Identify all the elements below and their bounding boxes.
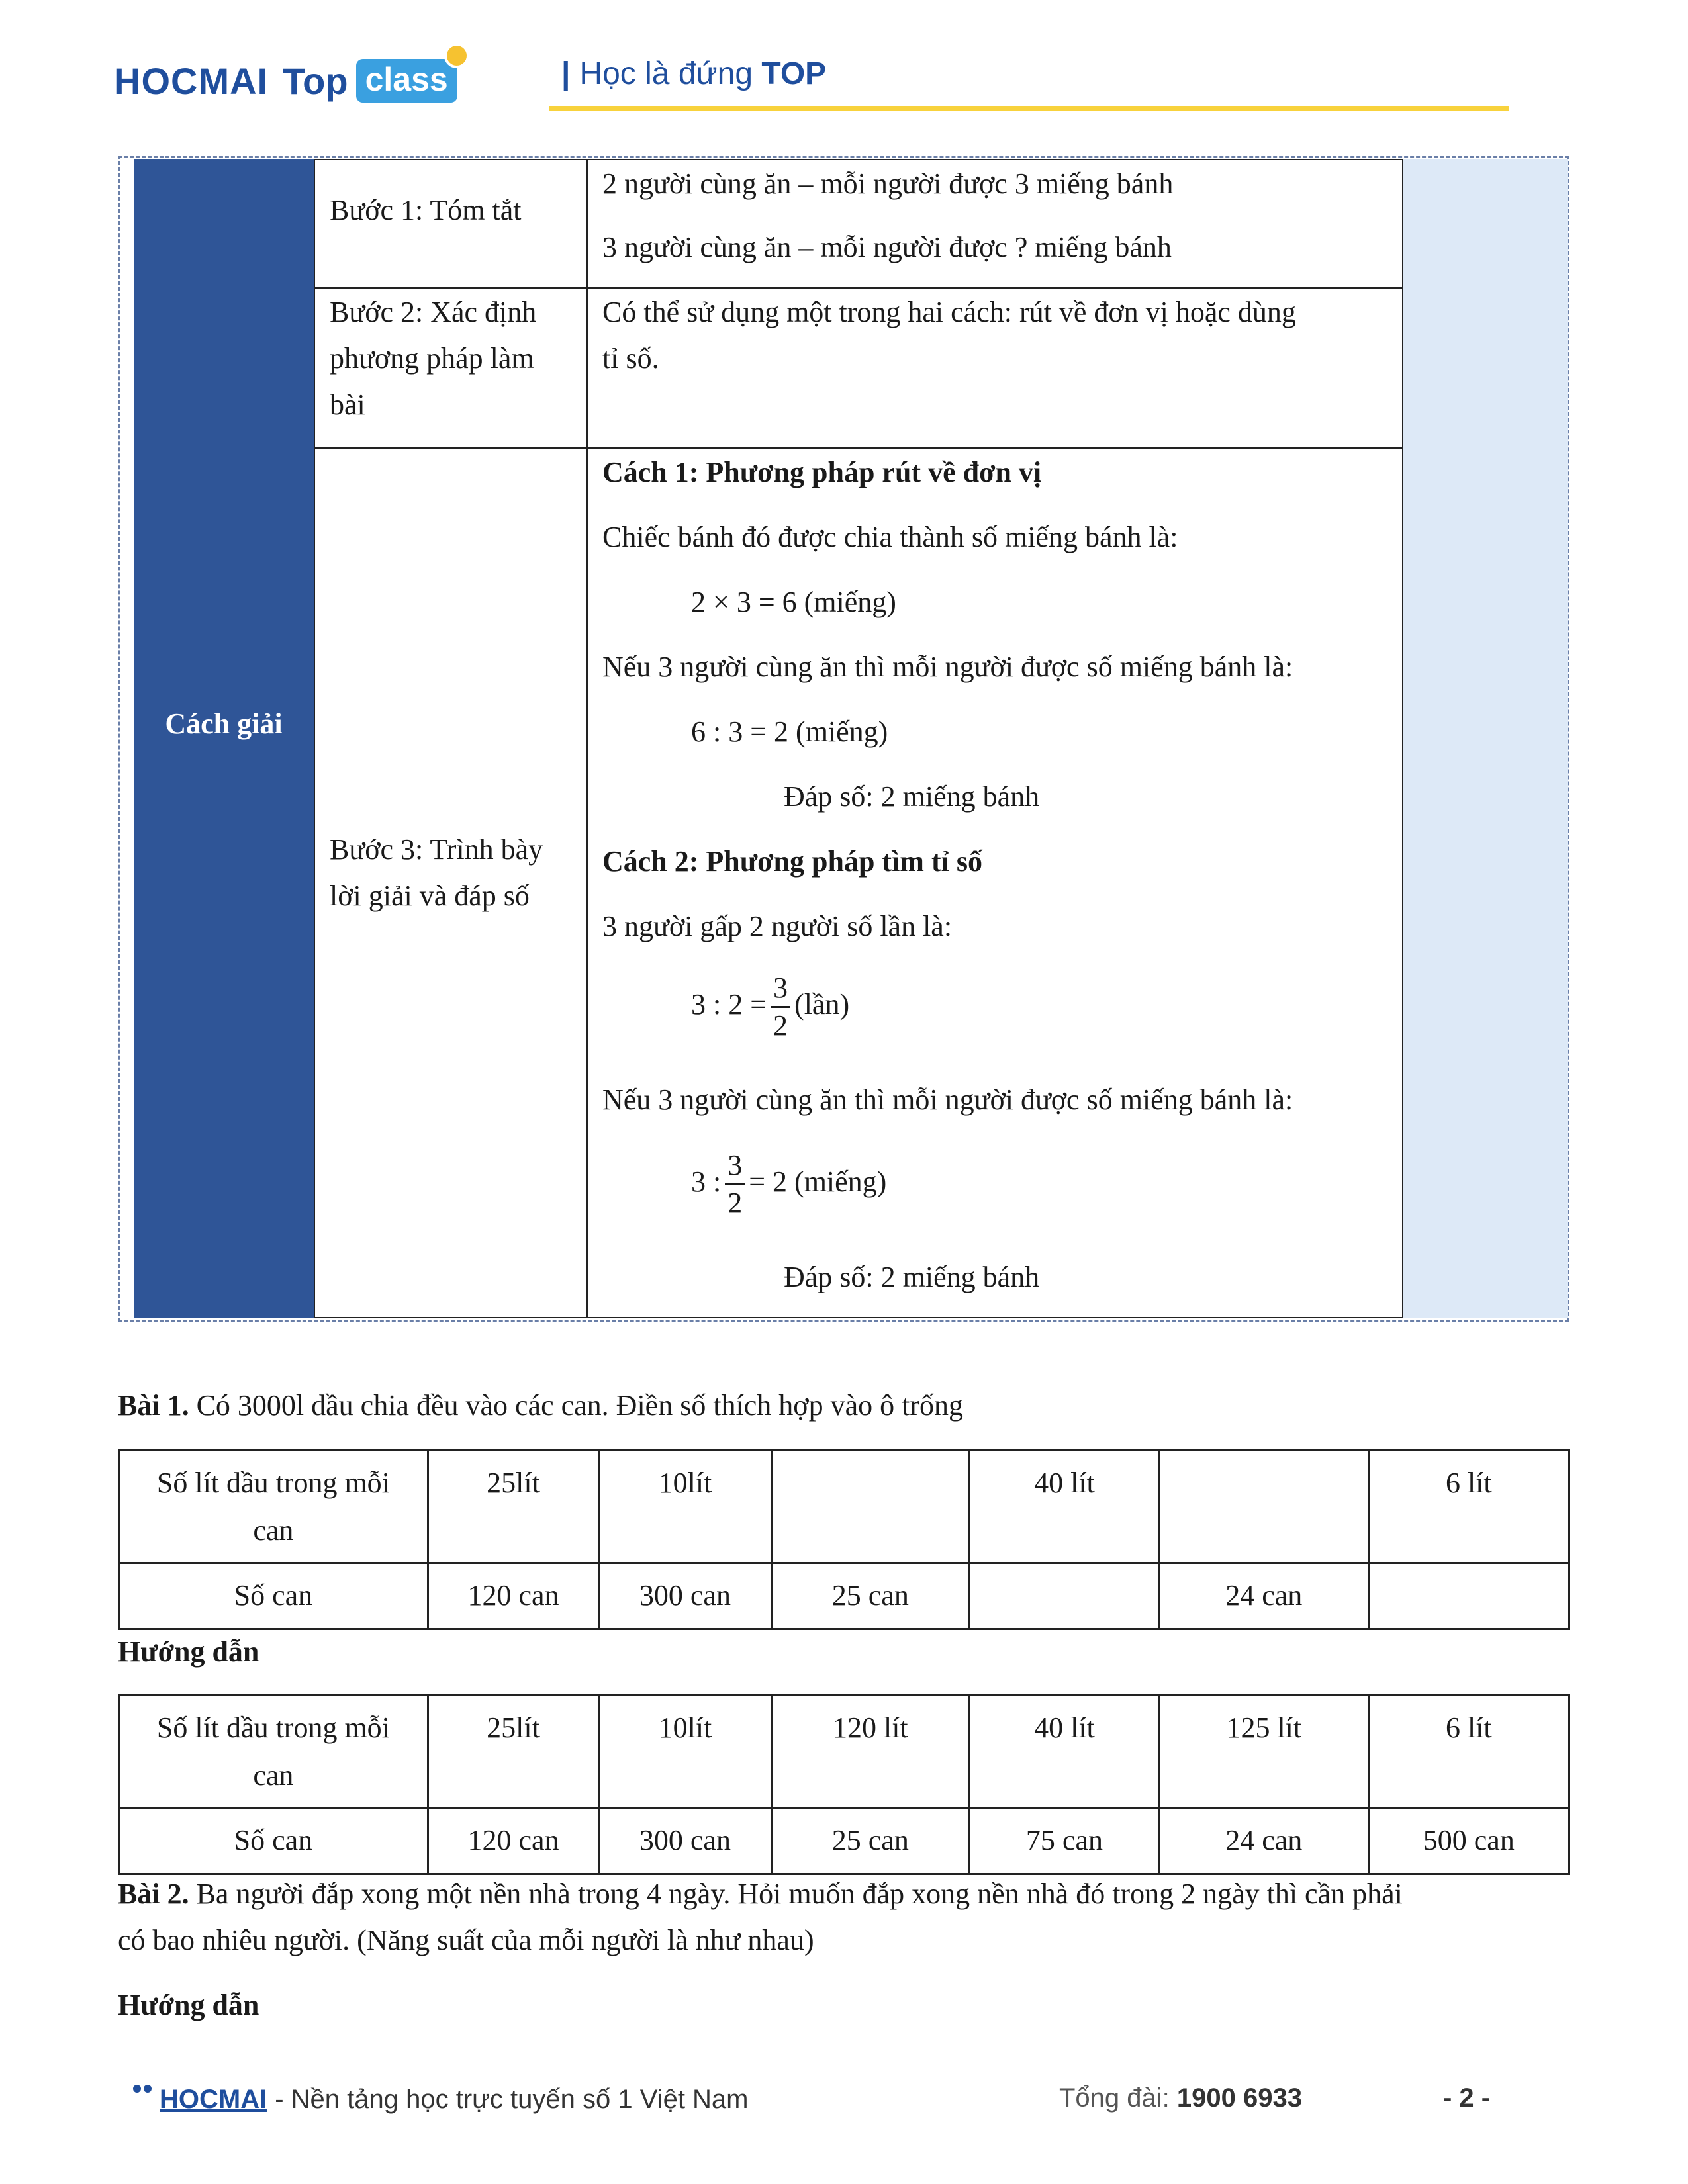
- table-cell: 25lít: [428, 1451, 598, 1563]
- table-cell: 6 lít: [1368, 1696, 1569, 1808]
- table-cell: 500 can: [1368, 1808, 1569, 1874]
- page-number: - 2 -: [1443, 2083, 1491, 2113]
- header-line1: Số lít dầu trong mỗi: [156, 1467, 390, 1499]
- header-line2: can: [253, 1514, 294, 1547]
- header-line2: can: [253, 1759, 294, 1792]
- footer-brand: [129, 2083, 749, 2115]
- table-cell: 300 can: [599, 1563, 771, 1629]
- table-cell-blank: [771, 1451, 969, 1563]
- method2-calc2-right: = 2 (miếng): [749, 1165, 887, 1198]
- method2-calc1: [691, 969, 849, 1044]
- table-cell: 40 lít: [969, 1696, 1159, 1808]
- table-header-cell: [119, 1696, 428, 1808]
- method2-line2: Nếu 3 người cùng ăn thì mỗi người được số miếng bánh là:: [602, 1083, 1293, 1116]
- bai2-text-line1: Ba người đắp xong một nền nhà trong 4 ngày. Hỏi muốn đắp xong nền nhà đó trong 2 ngày thì cần phải: [196, 1878, 1403, 1910]
- table-cell: 300 can: [599, 1808, 771, 1874]
- hocmai-topclass-logo: [114, 54, 457, 107]
- table-cell: 10lít: [599, 1696, 771, 1808]
- bai1-prompt: [118, 1382, 963, 1430]
- table-cell: 10lít: [599, 1451, 771, 1563]
- step2-content-cell: [586, 287, 1403, 449]
- table-row: [119, 1808, 1570, 1874]
- step2-text-line1: Có thể sử dụng một trong hai cách: rút về đơn vị hoặc dùng: [602, 296, 1296, 328]
- step3-label-line1: Bước 3: Trình bày: [330, 833, 543, 866]
- slogan-bold: TOP: [761, 56, 827, 91]
- table-cell: 125 lít: [1159, 1696, 1368, 1808]
- table-row: [119, 1451, 1570, 1563]
- table-cell: 25lít: [428, 1696, 598, 1808]
- method1-answer: Đáp số: 2 miếng bánh: [784, 780, 1040, 813]
- table-row: [119, 1696, 1570, 1808]
- method2-line1: 3 người gấp 2 người số lần là:: [602, 910, 953, 942]
- fraction-3-2: [771, 970, 790, 1044]
- logo-class-badge: [356, 59, 457, 103]
- logo-brand: HOCMAI: [114, 60, 269, 102]
- method2-calc2: [691, 1146, 886, 1221]
- table-cell-blank: [1368, 1563, 1569, 1629]
- table-cell: 24 can: [1159, 1563, 1368, 1629]
- footer-logo[interactable]: HOCMAI: [160, 2084, 267, 2114]
- table-cell: 6 lít: [1368, 1451, 1569, 1563]
- table-row: [119, 1563, 1570, 1629]
- table-cell: 120 can: [428, 1808, 598, 1874]
- table-cell: 75 can: [969, 1808, 1159, 1874]
- solution-right-column: [1402, 159, 1568, 1318]
- method2-calc1-left: 3 : 2 =: [691, 988, 767, 1021]
- table-cell-blank: [969, 1563, 1159, 1629]
- step2-label-line3: bài: [330, 388, 365, 421]
- hocmai-people-icon: [129, 2083, 157, 2115]
- table-cell: 120 can: [428, 1563, 598, 1629]
- table-cell: 25 can: [771, 1563, 969, 1629]
- header-underline: [549, 106, 1509, 111]
- hotline-label: Tổng đài:: [1059, 2083, 1170, 2113]
- step2-label-cell: [314, 287, 588, 449]
- fraction-denominator: 2: [773, 1009, 788, 1042]
- logo-top: Top: [283, 60, 348, 102]
- fraction-denominator: 2: [727, 1187, 743, 1220]
- bai1-label: Bài 1.: [118, 1389, 189, 1422]
- step3-label-line2: lời giải và đáp số: [330, 880, 530, 912]
- table-cell: 40 lít: [969, 1451, 1159, 1563]
- step1-content-cell: [586, 159, 1403, 289]
- bai1-table: [118, 1449, 1570, 1630]
- step1-line2: 3 người cùng ăn – mỗi người được ? miếng bánh: [602, 231, 1172, 263]
- method2-calc2-left: 3 :: [691, 1165, 722, 1198]
- bai1-answer-table: [118, 1694, 1570, 1875]
- slogan-separator: |: [561, 56, 571, 91]
- method1-title: Cách 1: Phương pháp rút về đơn vị: [602, 456, 1042, 488]
- step2-text-line2: tỉ số.: [602, 342, 659, 375]
- fraction-3-2: [725, 1148, 745, 1221]
- fraction-numerator: 3: [725, 1148, 745, 1185]
- method1-calc1: 2 × 3 = 6 (miếng): [691, 586, 896, 618]
- step1-label-cell: [314, 159, 588, 289]
- logo-class-text: class: [365, 61, 448, 98]
- bai2-text-line2: có bao nhiêu người. (Năng suất của mỗi người là như nhau): [118, 1924, 814, 1956]
- bai1-guide-label: Hướng dẫn: [118, 1635, 259, 1668]
- bai2-prompt-line1: [118, 1870, 1403, 1918]
- step1-line1: 2 người cùng ăn – mỗi người được 3 miếng bánh: [602, 167, 1174, 200]
- bai1-text: Có 3000l dầu chia đều vào các can. Điền số thích hợp vào ô trống: [196, 1389, 963, 1422]
- hotline-number: 1900 6933: [1176, 2083, 1302, 2113]
- step3-label-cell: [314, 447, 588, 1318]
- step2-label-line1: Bước 2: Xác định: [330, 296, 537, 328]
- solution-side-label: Cách giải: [165, 707, 283, 740]
- fraction-numerator: 3: [771, 970, 790, 1008]
- table-header-cell: Số can: [119, 1808, 428, 1874]
- method2-answer: Đáp số: 2 miếng bánh: [784, 1261, 1040, 1293]
- step2-label-line2: phương pháp làm: [330, 342, 534, 375]
- table-header-cell: Số can: [119, 1563, 428, 1629]
- footer-tagline: - Nền tảng học trực tuyến số 1 Việt Nam: [275, 2084, 749, 2114]
- table-cell: 24 can: [1159, 1808, 1368, 1874]
- method2-calc1-unit: (lần): [794, 988, 850, 1021]
- method1-line1: Chiếc bánh đó được chia thành số miếng bánh là:: [602, 521, 1178, 553]
- bai2-guide-label: Hướng dẫn: [118, 1989, 259, 2021]
- step1-label: Bước 1: Tóm tắt: [330, 194, 522, 226]
- footer-hotline: [1059, 2083, 1302, 2113]
- table-header-cell: [119, 1451, 428, 1563]
- bai2-label: Bài 2.: [118, 1878, 189, 1910]
- table-cell: 120 lít: [771, 1696, 969, 1808]
- method2-title: Cách 2: Phương pháp tìm tỉ số: [602, 845, 982, 878]
- star-icon: [444, 43, 469, 68]
- table-cell-blank: [1159, 1451, 1368, 1563]
- table-cell: 25 can: [771, 1808, 969, 1874]
- method1-line2: Nếu 3 người cùng ăn thì mỗi người được số miếng bánh là:: [602, 651, 1293, 683]
- header-slogan: [561, 56, 826, 92]
- step3-content-cell: [586, 447, 1403, 1318]
- method1-calc2: 6 : 3 = 2 (miếng): [691, 715, 888, 748]
- header-line1: Số lít dầu trong mỗi: [156, 1711, 390, 1744]
- slogan-prefix: Học là đứng: [579, 56, 753, 91]
